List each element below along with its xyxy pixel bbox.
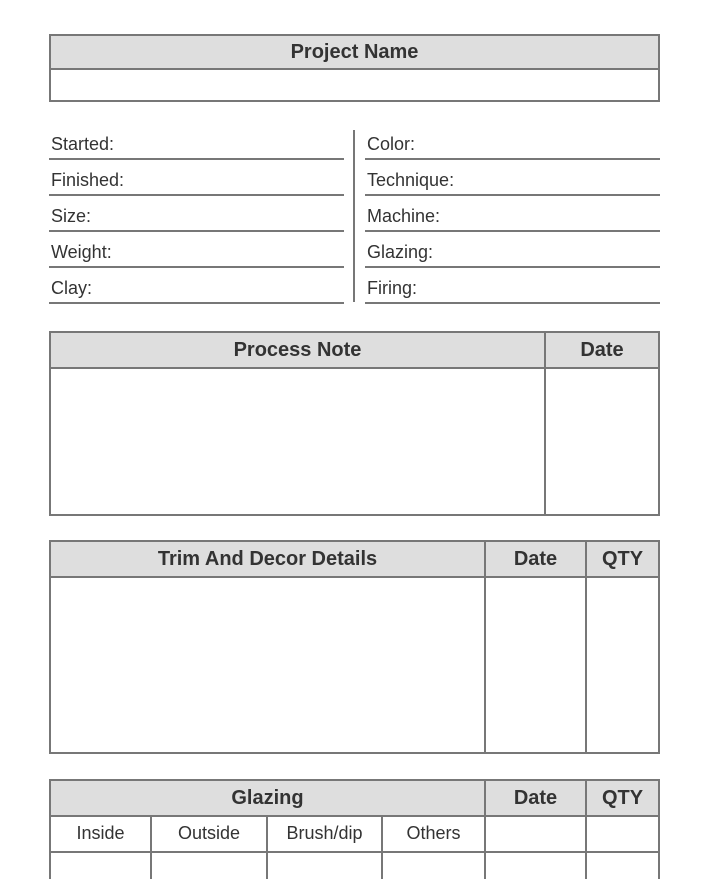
glazing-date-header: Date <box>486 781 585 817</box>
glazing-col-outside: Outside <box>177 822 241 843</box>
glazing-col-others: Others <box>406 822 461 843</box>
started-label: Started: <box>51 133 115 154</box>
glazing-row-divider <box>51 851 658 853</box>
weight-label: Weight: <box>51 241 112 262</box>
clay-field[interactable] <box>49 274 344 304</box>
process-note-area[interactable] <box>51 369 544 514</box>
glazing-col-brush-dip: Brush/dip <box>286 822 363 843</box>
process-note-header: Process Note <box>51 333 544 369</box>
glazing-table <box>49 779 660 879</box>
trim-details-area[interactable] <box>51 578 484 752</box>
trim-qty-header: QTY <box>587 542 658 578</box>
color-label: Color: <box>367 133 416 154</box>
project-name-header: Project Name <box>51 36 658 70</box>
trim-decor-table <box>49 540 660 754</box>
info-divider <box>353 130 355 302</box>
process-note-table <box>49 331 660 516</box>
trim-decor-header: Trim And Decor Details <box>51 542 484 578</box>
glazing-column-divider-qty <box>585 781 587 879</box>
finished-label: Finished: <box>51 169 125 190</box>
technique-field[interactable] <box>365 166 660 196</box>
size-label: Size: <box>51 205 92 226</box>
trim-date-area[interactable] <box>486 578 585 752</box>
glazing-field[interactable] <box>365 238 660 268</box>
project-name-section <box>49 34 660 102</box>
weight-field[interactable] <box>49 238 344 268</box>
glazing-column-divider-date <box>484 781 486 879</box>
finished-field[interactable] <box>49 166 344 196</box>
size-field[interactable] <box>49 202 344 232</box>
firing-field[interactable] <box>365 274 660 304</box>
process-date-area[interactable] <box>546 369 658 514</box>
clay-label: Clay: <box>51 277 93 298</box>
glazing-qty-header: QTY <box>587 781 658 817</box>
project-name-field[interactable] <box>51 68 658 100</box>
firing-label: Firing: <box>367 277 418 298</box>
trim-date-header: Date <box>486 542 585 578</box>
machine-field[interactable] <box>365 202 660 232</box>
glazing-col-inside: Inside <box>76 822 125 843</box>
glazing-header: Glazing <box>51 781 484 817</box>
technique-label: Technique: <box>367 169 455 190</box>
started-field[interactable] <box>49 130 344 160</box>
glazing-label: Glazing: <box>367 241 434 262</box>
trim-qty-area[interactable] <box>587 578 658 752</box>
machine-label: Machine: <box>367 205 441 226</box>
color-field[interactable] <box>365 130 660 160</box>
process-date-header: Date <box>546 333 658 369</box>
